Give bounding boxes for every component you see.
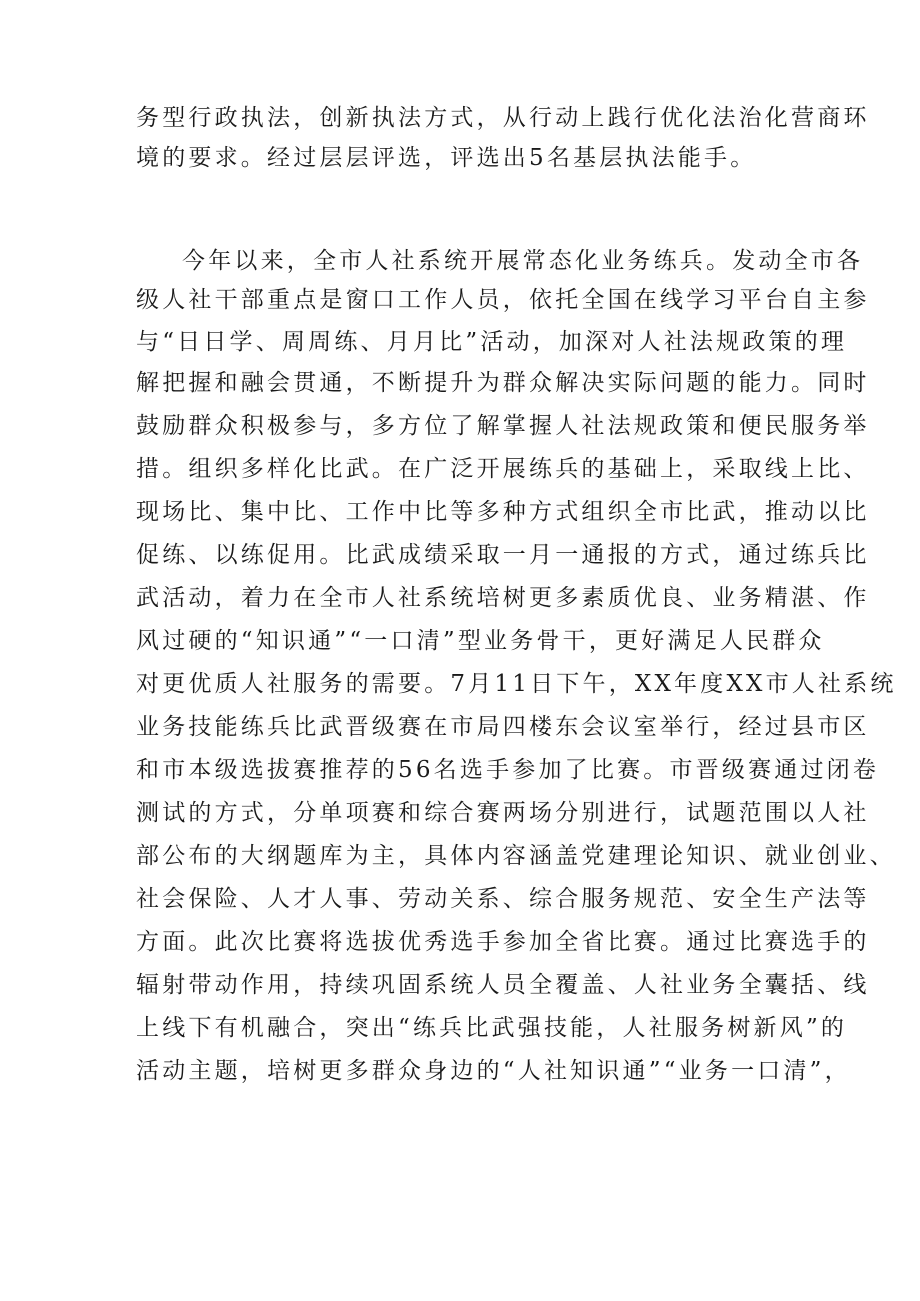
paragraph-2-line-3: 与“日日学、周周练、月月比”活动，加深对人社法规政策的理 bbox=[136, 329, 848, 355]
paragraph-2-line-1: 今年以来，全市人社系统开展常态化业务练兵。发动全市各 bbox=[182, 248, 864, 274]
paragraph-2-line-5: 鼓励群众积极参与，多方位了解掌握人社法规政策和便民服务举 bbox=[136, 413, 870, 439]
paragraph-2-line-9: 武活动，着力在全市人社系统培树更多素质优良、业务精湛、作 bbox=[136, 585, 870, 611]
paragraph-2-line-16: 社会保险、人才人事、劳动关系、综合服务规范、安全生产法等 bbox=[136, 886, 870, 912]
paragraph-2-line-7: 现场比、集中比、工作中比等多种方式组织全市比武，推动以比 bbox=[136, 499, 870, 525]
paragraph-2-line-12: 业务技能练兵比武晋级赛在市局四楼东会议室举行，经过县市区 bbox=[136, 714, 870, 740]
paragraph-2-line-18: 辐射带动作用，持续巩固系统人员全覆盖、人社业务全囊括、线 bbox=[136, 972, 870, 998]
paragraph-2-line-15: 部公布的大纲题库为主，具体内容涵盖党建理论知识、就业创业、 bbox=[136, 843, 896, 869]
paragraph-2-line-17: 方面。此次比赛将选拔优秀选手参加全省比赛。通过比赛选手的 bbox=[136, 929, 870, 955]
paragraph-1-line-1: 务型行政执法，创新执法方式，从行动上践行优化法治化营商环 bbox=[136, 105, 870, 131]
paragraph-2-line-19: 上线下有机融合，突出“练兵比武强技能，人社服务树新风”的 bbox=[136, 1015, 848, 1041]
paragraph-2-line-2: 级人社干部重点是窗口工作人员，依托全国在线学习平台自主参 bbox=[136, 287, 870, 313]
paragraph-2-line-6: 措。组织多样化比武。在广泛开展练兵的基础上，采取线上比、 bbox=[136, 456, 870, 482]
paragraph-2-line-13: 和市本级选拔赛推荐的56名选手参加了比赛。市晋级赛通过闭卷 bbox=[136, 757, 880, 783]
paragraph-2-line-14: 测试的方式，分单项赛和综合赛两场分别进行，试题范围以人社 bbox=[136, 800, 870, 826]
paragraph-2-line-4: 解把握和融会贯通，不断提升为群众解决实际问题的能力。同时 bbox=[136, 370, 870, 396]
paragraph-2-line-20: 活动主题，培树更多群众身边的“人社知识通”“业务一口清”， bbox=[136, 1058, 851, 1084]
paragraph-1-line-2: 境的要求。经过层层评选，评选出5名基层执法能手。 bbox=[136, 145, 757, 171]
paragraph-2-line-11: 对更优质人社服务的需要。7月11日下午，XX年度XX市人社系统 bbox=[136, 671, 897, 697]
paragraph-2-line-10: 风过硬的“知识通”“一口清”型业务骨干，更好满足人民群众 bbox=[136, 628, 825, 654]
paragraph-2-line-8: 促练、以练促用。比武成绩采取一月一通报的方式，通过练兵比 bbox=[136, 542, 870, 568]
